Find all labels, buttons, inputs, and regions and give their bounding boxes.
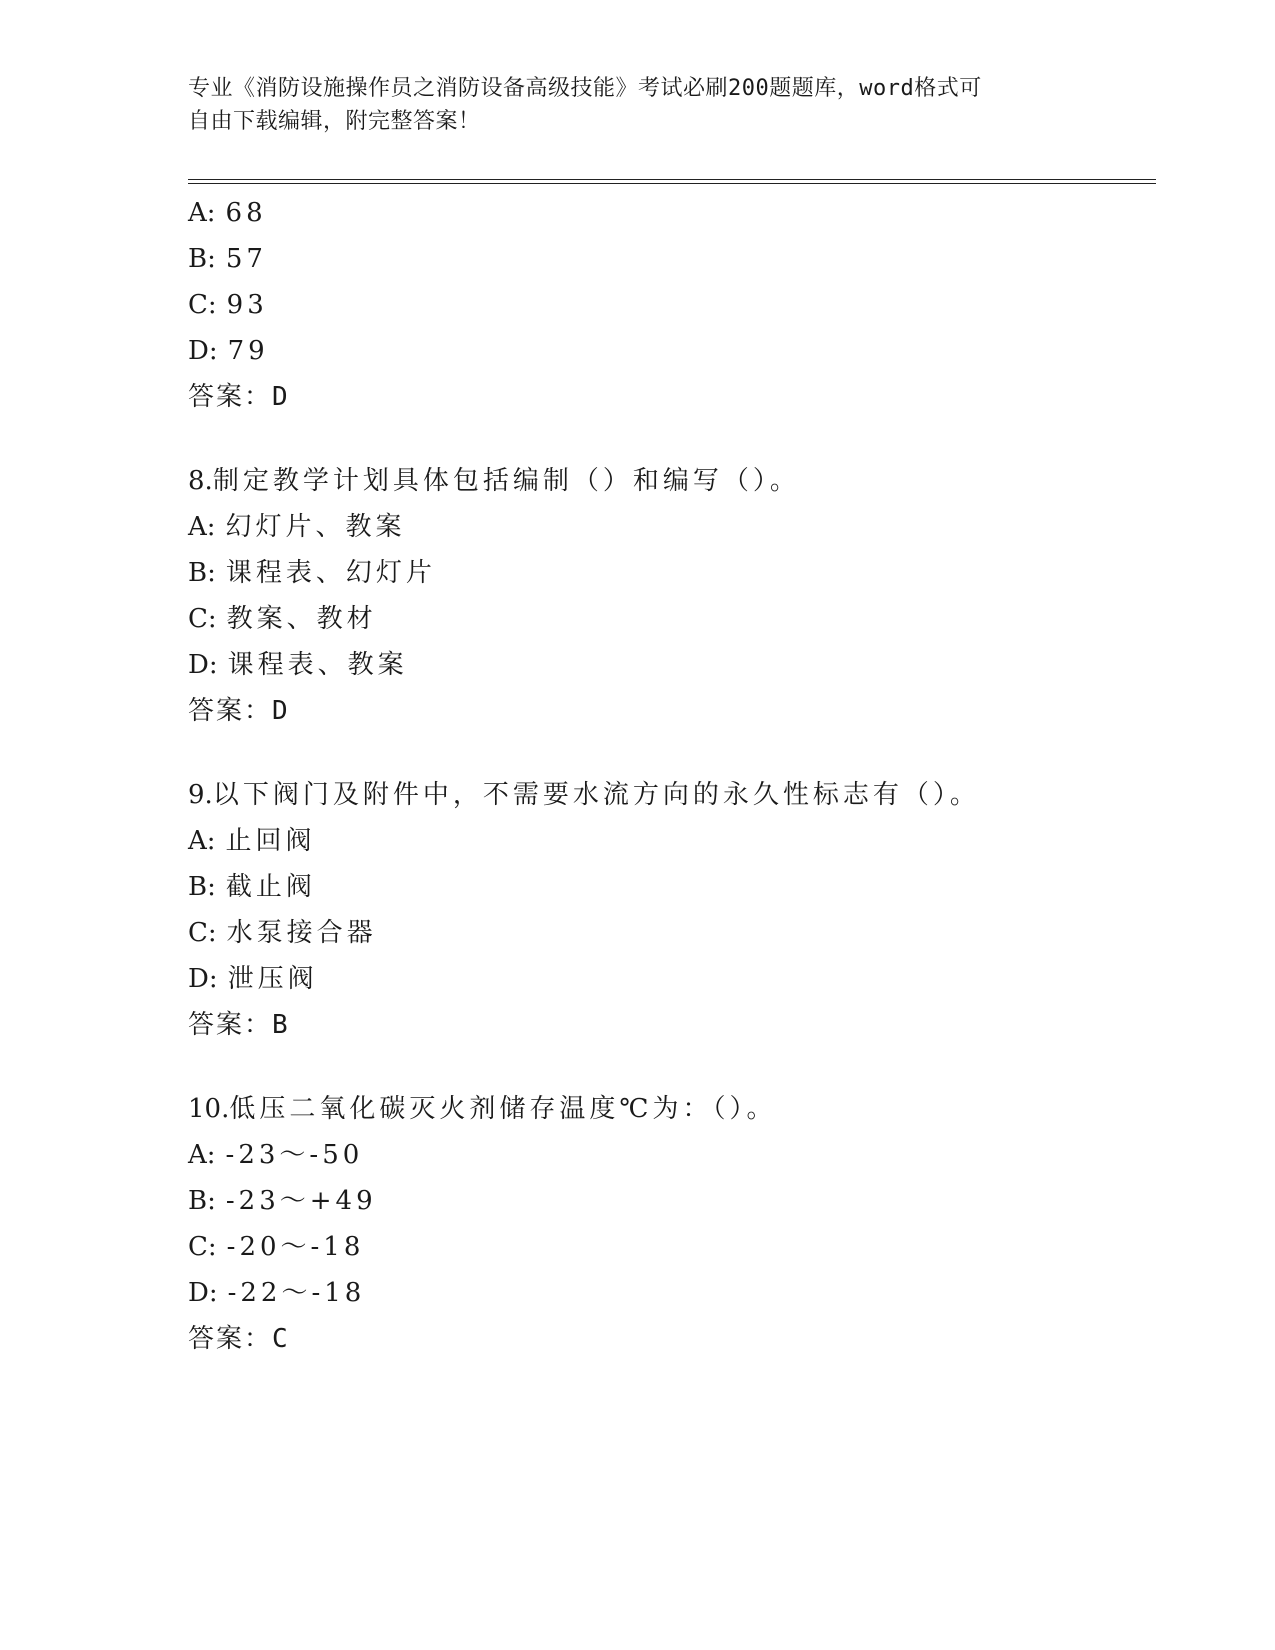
option-text: 课程表、教案: [227, 650, 408, 680]
answer-line: [188, 688, 1148, 734]
question-block-10: [188, 1086, 1148, 1362]
option-text: 79: [227, 336, 269, 366]
option-label: D:: [188, 650, 218, 680]
question-number: 8.: [188, 466, 213, 496]
header-line-2: 自由下载编辑，附完整答案！: [188, 109, 481, 134]
question-list: [188, 190, 1148, 1400]
option-a: [188, 504, 1148, 550]
option-c: [188, 282, 1148, 328]
option-label: D:: [188, 1278, 218, 1308]
option-d: [188, 642, 1148, 688]
option-text: 水泵接合器: [226, 918, 377, 948]
question-text: [188, 458, 1148, 504]
option-label: A:: [188, 1140, 216, 1170]
answer-value: B: [272, 1010, 288, 1040]
option-label: C:: [188, 1232, 217, 1262]
option-label: A:: [188, 826, 216, 856]
question-text: [188, 1086, 1148, 1132]
answer-label: 答案：: [188, 1324, 273, 1354]
option-d: [188, 956, 1148, 1002]
question-block-prev: [188, 190, 1148, 420]
option-label: D:: [188, 336, 218, 366]
question-block-8: [188, 458, 1148, 734]
answer-value: D: [272, 696, 288, 726]
question-body: 低压二氧化碳灭火剂储存温度℃为：（）。: [229, 1094, 777, 1124]
answer-line: [188, 374, 1148, 420]
option-text: 68: [225, 198, 267, 228]
option-text: 57: [225, 244, 267, 274]
option-label: A:: [188, 512, 216, 542]
header-line-1: 专业《消防设施操作员之消防设备高级技能》考试必刷200题题库，word格式可: [188, 76, 982, 101]
answer-line: [188, 1002, 1148, 1048]
option-label: D:: [188, 964, 218, 994]
option-text: 教案、教材: [226, 604, 377, 634]
option-a: [188, 818, 1148, 864]
question-number: 10.: [188, 1094, 230, 1124]
option-label: A:: [188, 198, 216, 228]
answer-label: 答案：: [188, 696, 273, 726]
question-block-9: [188, 772, 1148, 1048]
answer-value: C: [272, 1324, 288, 1354]
question-number: 9.: [188, 780, 213, 810]
option-b: [188, 864, 1148, 910]
header-rule-bottom: [188, 183, 1156, 184]
option-a: [188, 190, 1148, 236]
option-text: 泄压阀: [227, 964, 318, 994]
answer-label: 答案：: [188, 1010, 273, 1040]
option-text: -23～+49: [225, 1186, 377, 1216]
option-label: B:: [188, 558, 216, 588]
option-text: -23～-50: [225, 1140, 364, 1170]
option-d: [188, 1270, 1148, 1316]
answer-label: 答案：: [188, 382, 273, 412]
option-c: [188, 910, 1148, 956]
option-label: C:: [188, 918, 217, 948]
option-c: [188, 1224, 1148, 1270]
option-text: 93: [226, 290, 268, 320]
option-text: 幻灯片、教案: [225, 512, 406, 542]
option-label: C:: [188, 290, 217, 320]
document-header: [188, 72, 1068, 138]
option-b: [188, 1178, 1148, 1224]
question-text: [188, 772, 1148, 818]
option-b: [188, 236, 1148, 282]
option-text: -20～-18: [226, 1232, 365, 1262]
option-a: [188, 1132, 1148, 1178]
option-label: B:: [188, 244, 216, 274]
option-d: [188, 328, 1148, 374]
option-label: B:: [188, 1186, 216, 1216]
option-text: -22～-18: [227, 1278, 366, 1308]
option-label: C:: [188, 604, 217, 634]
option-b: [188, 550, 1148, 596]
option-text: 止回阀: [225, 826, 316, 856]
question-body: 以下阀门及附件中，不需要水流方向的永久性标志有（）。: [212, 780, 980, 810]
question-body: 制定教学计划具体包括编制（）和编写（）。: [212, 466, 800, 496]
option-label: B:: [188, 872, 216, 902]
option-text: 课程表、幻灯片: [225, 558, 436, 588]
header-rule-top: [188, 179, 1156, 180]
answer-line: [188, 1316, 1148, 1362]
option-c: [188, 596, 1148, 642]
answer-value: D: [272, 382, 288, 412]
option-text: 截止阀: [225, 872, 316, 902]
